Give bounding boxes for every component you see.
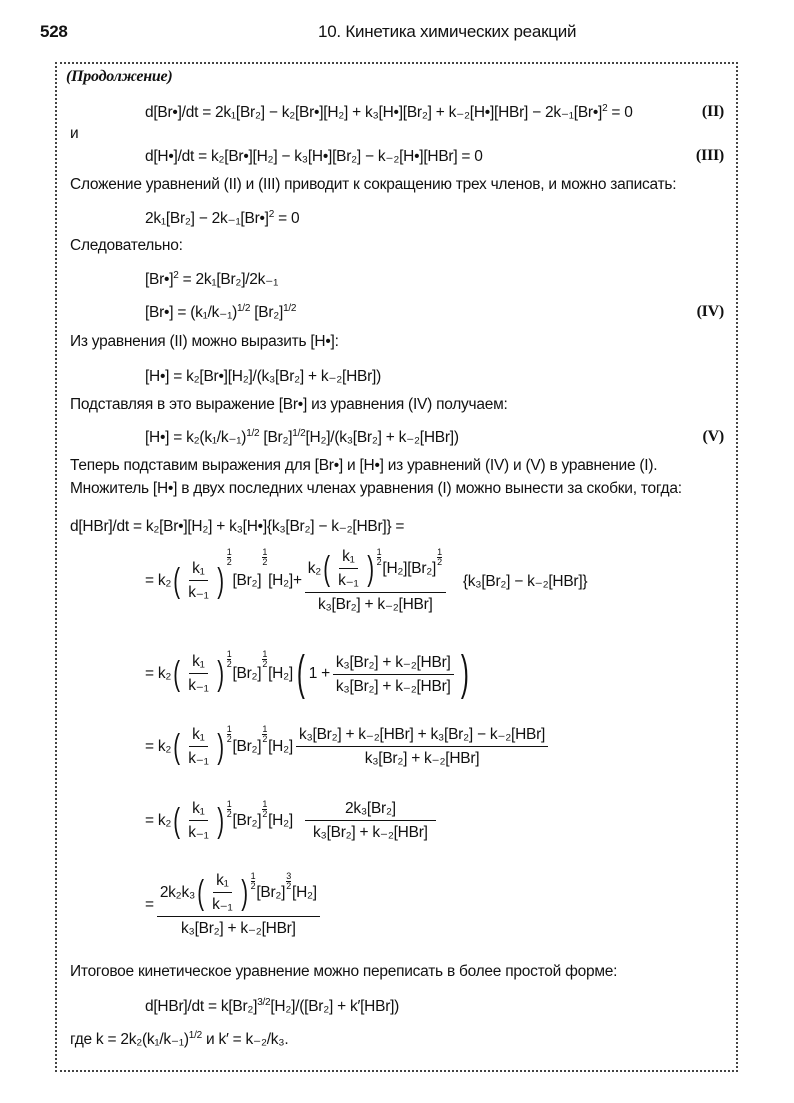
equation-IV: [Br•] = $(k_1/k_{-1})^{1/2}$ $[Br_2]^{1/2}$ bbox=[145, 303, 297, 322]
equation-II: d[Br•]/dt = 2k₁[Br₂] − k₂[Br•][H₂] + k₃[H•][Br₂] + k₋₂[H•][HBr] − 2k₋₁[Br•]$^2$ = 0 bbox=[145, 103, 633, 122]
derivation-step-1: = k₂ ( k₁ k₋₁ ) 1 2 [Br₂] 1 2 [H₂] + k₂ ( k₁ k₋₁ ) 1 2 [H₂][Br₂] 1 2 k₃[Br₂] + k₋₂[HBr] {k₃[Br₂] − k₋₂[HBr]} bbox=[145, 547, 588, 613]
paragraph-sum: Сложение уравнений (II) и (III) приводит к сокращению трех членов, и можно записать: bbox=[70, 176, 677, 193]
conjunction: и bbox=[70, 125, 79, 142]
derivation-step-3: = k₂ ( k₁ k₋₁ ) 1 2 [Br₂] 1 2 [H₂] k₃[Br₂] + k₋₂[HBr] + k₃[Br₂] − k₋₂[HBr] k₃[Br₂] + k₋₂[HBr] bbox=[145, 725, 551, 768]
derivation-step-2: = k₂ ( k₁ k₋₁ ) 1 2 [Br₂] 1 2 [H₂] ( 1 + k₃[Br₂] + k₋₂[HBr] k₃[Br₂] + k₋₂[HBr] ) bbox=[145, 647, 469, 700]
paragraph-now: Теперь подставим выражения для [Br•] и [H•] из уравнений (IV) и (V) в уравнение (I). bbox=[70, 457, 658, 474]
paragraph-substitute: Подставляя в это выражение [Br•] из уравнения (IV) получаем: bbox=[70, 396, 508, 413]
paragraph-therefore: Следовательно: bbox=[70, 237, 183, 254]
derivation-step-4: = k₂ ( k₁ k₋₁ ) 1 2 [Br₂] 1 2 [H₂] 2k₃[Br₂] k₃[Br₂] + k₋₂[HBr] bbox=[145, 800, 439, 842]
page-number: 528 bbox=[40, 22, 68, 41]
paragraph-factor: Множитель [H•] в двух последних членах уравнения (I) можно вынести за скобки, тогда: bbox=[70, 480, 682, 497]
equation-br-squared: [Br•]$^2$ = 2k₁[Br₂]/2k₋₁ bbox=[145, 270, 279, 289]
equation-sum: 2k₁[Br₂] − 2k₋₁[Br•]$^2$ = 0 bbox=[145, 209, 300, 228]
continued-label: (Продолжение) bbox=[66, 68, 173, 85]
derivation-step-0: d[HBr]/dt = k₂[Br•][H₂] + k₃[H•]{k₃[Br₂] − k₋₂[HBr]} = bbox=[70, 518, 405, 535]
derivation-step-5: = 2k₂k₃ ( k₁ k₋₁ ) 1 2 [Br₂] 3 2 [H₂] k₃[Br₂] + k₋₂[HBr] bbox=[145, 872, 323, 938]
paragraph-final: Итоговое кинетическое уравнение можно переписать в более простой форме: bbox=[70, 963, 618, 980]
equation-h: [H•] = k₂[Br•][H₂]/(k₃[Br₂] + k₋₂[HBr]) bbox=[145, 368, 382, 385]
equation-final: $d[HBr]/dt = k[Br_2]^{3/2}[H_2]/([Br_2] + k'[HBr])$ bbox=[145, 997, 400, 1016]
equation-V-label: (V) bbox=[702, 428, 724, 445]
where-definition: где $k = 2k_2(k_1/k_{-1})^{1/2}$ и k′ = k₋₂/k₃. bbox=[70, 1030, 289, 1049]
paragraph-from-II: Из уравнения (II) можно выразить [H•]: bbox=[70, 333, 339, 350]
equation-IV-label: (IV) bbox=[696, 303, 724, 320]
equation-III-label: (III) bbox=[695, 147, 724, 164]
equation-V: [H•] = $k_2(k_1/k_{-1})^{1/2}$ $[Br_2]^{1/2}[H_2]/(k_3[Br_2] + k_{-2}[HBr])$ bbox=[145, 428, 459, 447]
equation-II-label: (II) bbox=[701, 103, 724, 120]
equation-III: d[H•]/dt = k₂[Br•][H₂] − k₃[H•][Br₂] − k₋₂[H•][HBr] = 0 bbox=[145, 148, 483, 165]
chapter-title: 10. Кинетика химических реакций bbox=[318, 22, 577, 41]
